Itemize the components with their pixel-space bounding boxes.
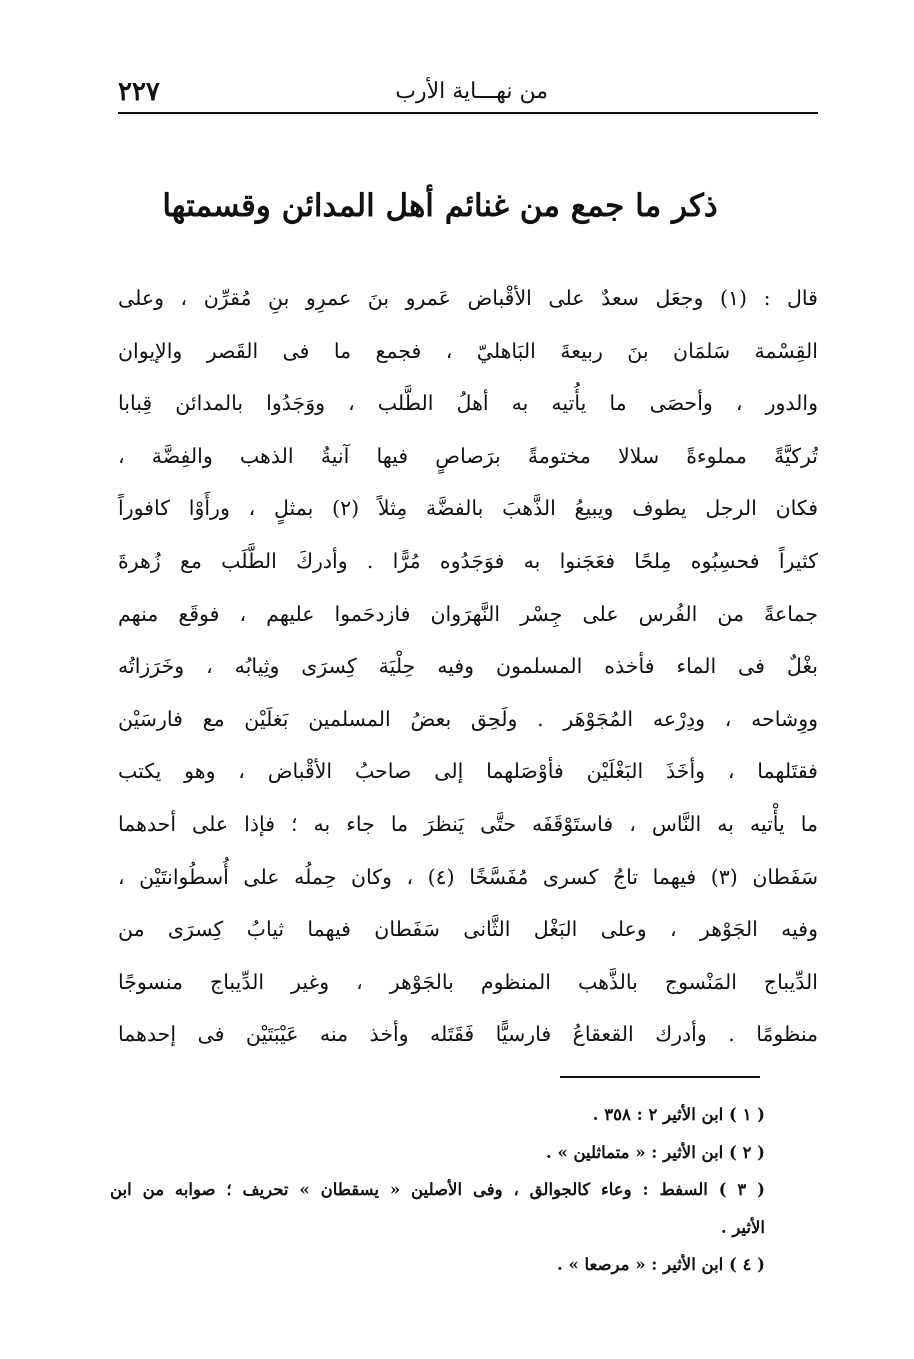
body-line: فقتَلهما ، وأخَذَ البَغْلَيْن فأوْصَلهما إلى صاحبُ الأقْباض ، وهو يكتب bbox=[118, 759, 818, 784]
body-line: كثيراً فحسِبُوه مِلحًا فعَجَنوا به فوَجَدُوه مُرًّا . وأدركَ الطَّلَب مع زُهرةَ bbox=[118, 548, 818, 573]
body-line: تُركيَّةً مملوءةً سلالا مختومةً برَصاصٍ فيها آنيةُ الذهب والفِضَّة ، bbox=[118, 443, 818, 468]
footnote-3-continued: الأثير . bbox=[720, 1217, 765, 1237]
footnote-3: ( ٣ ) السفط : وعاء كالجوالق ، وفى الأصلين « يسقطان » تحريف ؛ صوابه من ابن bbox=[110, 1180, 765, 1199]
running-header bbox=[118, 62, 818, 112]
body-line: الدِّيباج المَنْسوج بالذَّهب المنظوم بالجَوْهر ، وغير الدِّيباج منسوجًا bbox=[118, 969, 818, 994]
footnote-2: ( ٢ ) ابن الأثير : « متماثلين » . bbox=[545, 1142, 765, 1162]
body-line: ووِشاحه ، ودِرْعه المُجَوْهَر . ولَحِق بعضُ المسلمين بَغلَيْن مع فارسَيْن bbox=[118, 706, 818, 731]
body-line: سَفَطان (٣) فيهما تاجُ كسرى مُفَسَّخًا (٤) ، وكان حِملُه على أُسطُوانتَيْن ، bbox=[118, 864, 818, 889]
body-line: قال : (١) وجعَل سعدٌ على الأقْباض عَمرو بنَ عمرِو بنِ مُقرِّن ، وعلى bbox=[118, 286, 818, 310]
body-text bbox=[118, 272, 818, 1061]
chapter-title: ذكر ما جمع من غنائم أهل المدائن وقسمتها bbox=[162, 188, 718, 224]
footnote-4: ( ٤ ) ابن الأثير : « مرصعا » . bbox=[556, 1255, 765, 1274]
body-line: فكان الرجل يطوف ويبيعُ الذَّهبَ بالفضَّة مِثلاً (٢) بمثلٍ ، ورأَوْا كافوراً bbox=[118, 496, 818, 521]
footnote-1: ( ١ ) ابن الأثير ٢ : ٣٥٨ . bbox=[592, 1105, 765, 1124]
body-line: القِسْمة سَلمَان بنَ ربيعةَ البَاهليّ ، فجمع ما فى القَصر والإيوان bbox=[118, 338, 818, 363]
body-line: وفيه الجَوْهر ، وعلى البَغْل الثَّانى سَفَطان فيهما ثيابُ كِسرَى من bbox=[118, 917, 818, 942]
body-line: منظومًا . وأدرك القعقاعُ فارسيًّا فَقَتَله وأخذ منه عَيْبَتَيْن فى إحدهما bbox=[118, 1022, 818, 1047]
body-line: ما يأْتيه به النَّاس ، فاستَوْقَفَه حتَّى يَنظرَ ما جاء به ؛ فإذا على أحدهما bbox=[118, 811, 818, 836]
footnotes bbox=[110, 1096, 765, 1284]
header-rule bbox=[118, 112, 818, 114]
body-line: جماعةً من الفُرس على جِسْر النَّهرَوان فازدحَموا عليهم ، فوقَع منهم bbox=[118, 601, 818, 626]
body-line: والدور ، وأحصَى ما يأُتيه به أهلُ الطَّلب ، ووَجَدُوا بالمدائن قِبابا bbox=[118, 391, 818, 416]
body-line: بغْلٌ فى الماء فأخذه المسلمون وفيه حِلْيَة كِسرَى وثِيابُه ، وخَرَزاتُه bbox=[118, 654, 818, 679]
page-number: ٢٢٧ bbox=[118, 77, 160, 107]
footnote-rule bbox=[560, 1076, 760, 1078]
running-title: من نهـــاية الأرب bbox=[395, 79, 548, 104]
